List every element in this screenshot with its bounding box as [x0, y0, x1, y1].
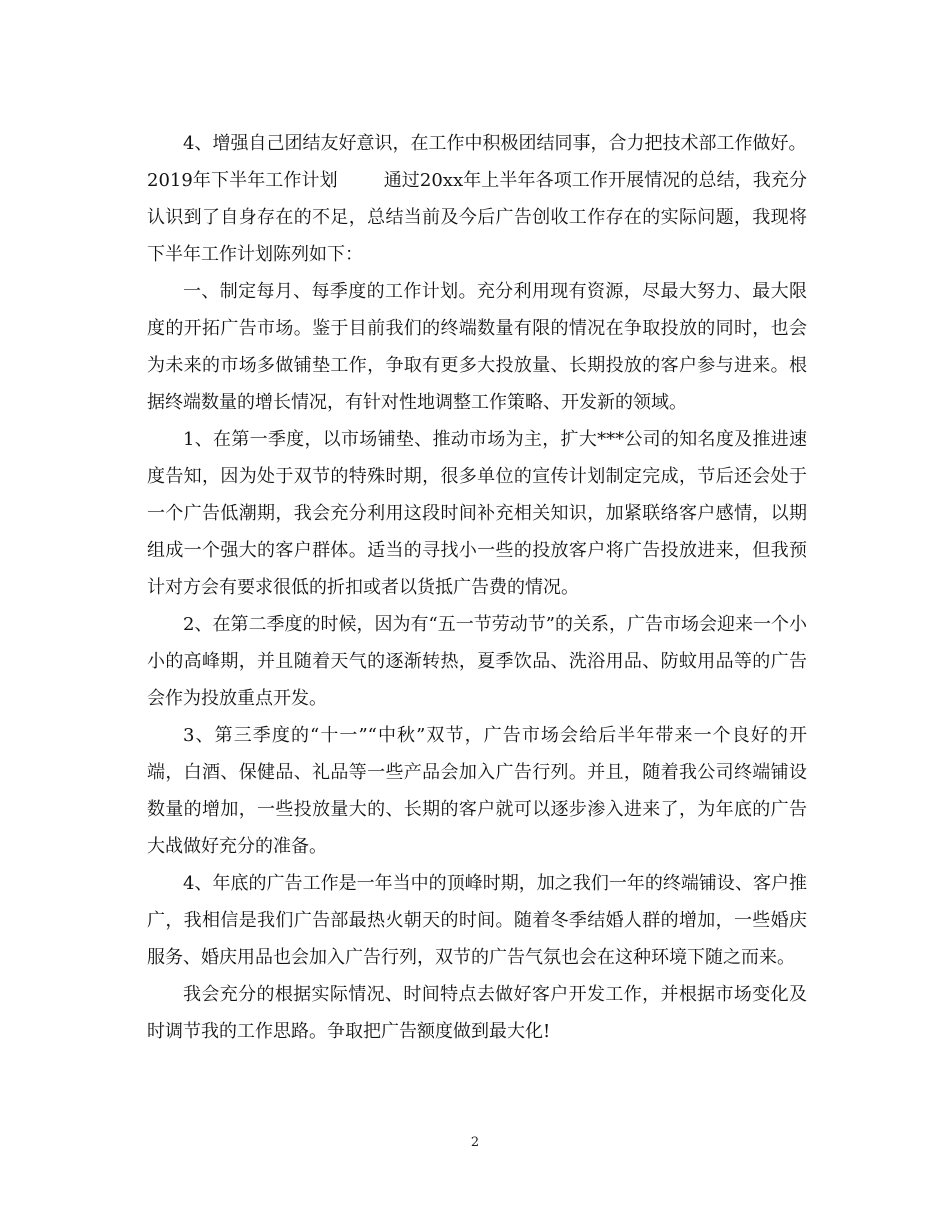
paragraph-q2: 2、在第二季度的时候，因为有“五一节劳动节”的关系，广告市场会迎来一个小小的高峰期，并且随着天气的逐渐转热，夏季饮品、洗浴用品、防蚊用品等的广告会作为投放重点开发。	[147, 614, 807, 709]
paragraph-q3: 3、第三季度的“十一”“中秋”双节，广告市场会给后半年带来一个良好的开端，白酒、保健品、礼品等一些产品会加入广告行列。并且，随着我公司终端铺设数量的增加，一些投放量大的、长期的客户就可以逐步渗入进来了，为年底的广告大战做好充分的准备。	[147, 725, 807, 857]
document-body	[147, 125, 807, 1050]
paragraph-monthly-plan: 一、制定每月、每季度的工作计划。充分利用现有资源，尽最大努力、最大限度的开拓广告市场。鉴于目前我们的终端数量有限的情况在争取投放的同时，也会为未来的市场多做铺垫工作，争取有更多大投放量、长期投放的客户参与进来。根据终端数量的增长情况，有针对性地调整工作策略、开发新的领域。	[147, 281, 807, 413]
paragraph-teamwork: 4、增强自己团结友好意识，在工作中积极团结同事，合力把技术部工作做好。	[183, 133, 807, 154]
plan-title: 2019年下半年工作计划	[147, 170, 338, 191]
paragraph-plan-intro	[147, 162, 807, 273]
plan-intro-text: 通过20xx年上半年各项工作开展情况的总结，我充分认识到了自身存在的不足，总结当前及今后广告创收工作存在的实际问题，我现将下半年工作计划陈列如下：	[147, 170, 807, 265]
paragraph-conclusion: 我会充分的根据实际情况、时间特点去做好客户开发工作，并根据市场变化及时调节我的工作思路。争取把广告额度做到最大化!	[147, 984, 807, 1042]
paragraph-q1: 1、在第一季度，以市场铺垫、推动市场为主，扩大***公司的知名度及推进速度告知，因为处于双节的特殊时期，很多单位的宣传计划制定完成，节后还会处于一个广告低潮期，我会充分利用这段时间补充相关知识，加紧联络客户感情，以期组成一个强大的客户群体。适当的寻找小一些的投放客户将广告投放进来，但我预计对方会有要求很低的折扣或者以货抵广告费的情况。	[147, 429, 807, 598]
paragraph-year-end: 4、年底的广告工作是一年当中的顶峰时期，加之我们一年的终端铺设、客户推广，我相信是我们广告部最热火朝天的时间。随着冬季结婚人群的增加，一些婚庆服务、婚庆用品也会加入广告行列，双节的广告气氛也会在这种环境下随之而来。	[147, 873, 807, 968]
page-number: 2	[470, 1135, 480, 1150]
